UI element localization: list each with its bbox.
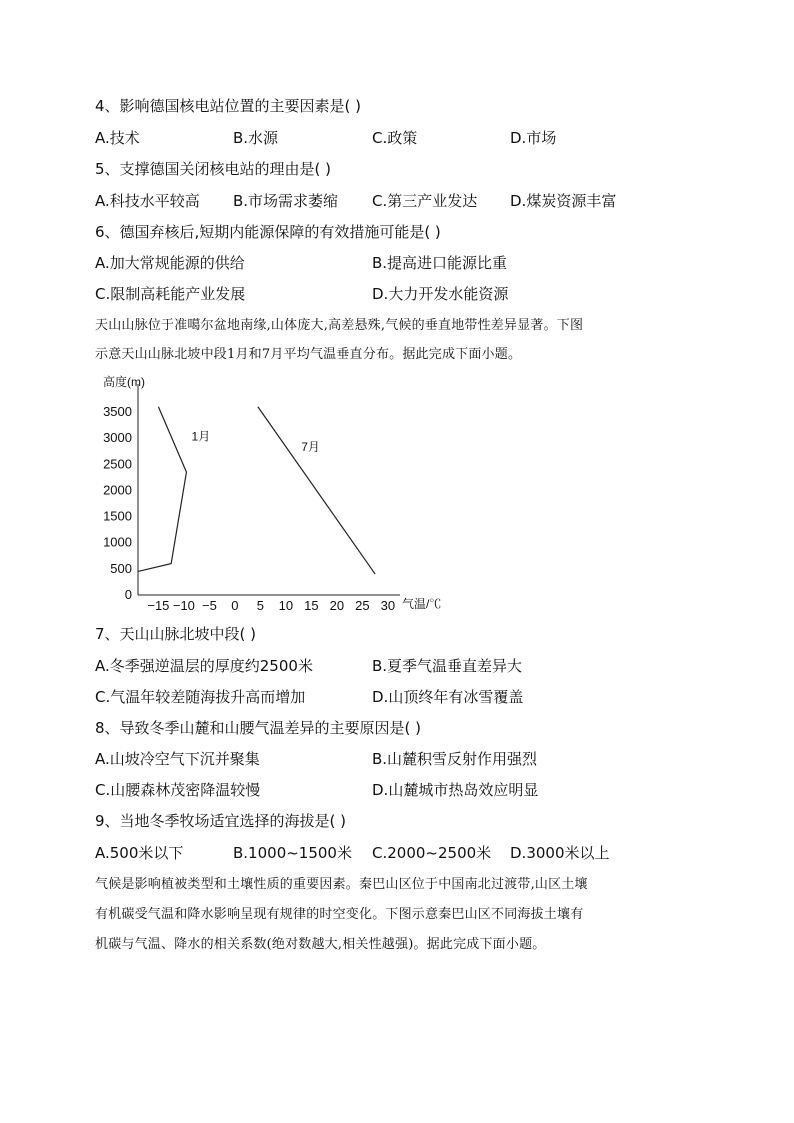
chart-ylabel: 高度(m) [103, 375, 145, 389]
q7-option-b: B.夏季气温垂直差异大 [372, 657, 523, 675]
question-7: 7、天山山脉北坡中段( ) [95, 625, 257, 643]
q8-option-d: D.山麓城市热岛效应明显 [372, 781, 539, 799]
q6-option-a: A.加大常规能源的供给 [95, 254, 245, 272]
y-tick-label: 2000 [103, 482, 132, 498]
q4-option-b: B.水源 [233, 129, 279, 147]
passage-1-line-2: 示意天山山脉北坡中段1月和7月平均气温垂直分布。据此完成下面小题。 [95, 347, 522, 362]
x-tick-label: −15 [147, 598, 170, 613]
series-line-1 [138, 407, 186, 572]
y-tick-label: 500 [110, 560, 132, 576]
q9-option-b: B.1000~1500米 [233, 844, 352, 862]
question-9: 9、当地冬季牧场适宜选择的海拔是( ) [95, 812, 347, 830]
q5-option-b: B.市场需求萎缩 [233, 192, 339, 210]
y-tick-label: 3500 [103, 403, 132, 419]
x-tick-label: 20 [329, 598, 345, 613]
question-8: 8、导致冬季山麓和山腰气温差异的主要原因是( ) [95, 719, 422, 737]
q9-option-c: C.2000~2500米 [372, 844, 492, 862]
q9-option-d: D.3000米以上 [510, 844, 610, 862]
q4-option-d: D.市场 [510, 129, 557, 147]
y-tick-label: 2500 [103, 456, 132, 472]
q9-option-a: A.500米以下 [95, 844, 184, 862]
x-tick-label: 5 [256, 598, 265, 613]
q4-option-c: C.政策 [372, 129, 418, 147]
q4-option-a: A.技术 [95, 129, 140, 147]
x-tick-label: 15 [304, 598, 319, 613]
x-tick-label: 0 [231, 598, 239, 613]
passage-2-line-1: 气候是影响植被类型和土壤性质的重要因素。秦巴山区位于中国南北过渡带,山区土壤 [95, 877, 588, 892]
q7-option-a: A.冬季强逆温层的厚度约2500米 [95, 657, 313, 675]
y-tick-label: 1500 [103, 508, 132, 524]
passage-2-line-2: 有机碳受气温和降水影响呈现有规律的时空变化。下图示意秦巴山区不同海拔土壤有 [95, 907, 584, 922]
chart-xlabel: 气温/℃ [402, 597, 442, 611]
q8-option-c: C.山腰森林茂密降温较慢 [95, 781, 261, 799]
q5-option-d: D.煤炭资源丰富 [510, 192, 617, 210]
question-6: 6、德国弃核后,短期内能源保障的有效措施可能是( ) [95, 223, 441, 241]
x-tick-label: 30 [380, 598, 396, 613]
q5-option-a: A.科技水平较高 [95, 192, 200, 210]
y-tick-label: 3000 [103, 430, 132, 446]
series-line-2 [258, 407, 375, 574]
x-tick-label: 25 [355, 598, 370, 613]
temperature-altitude-chart [95, 372, 465, 614]
q6-option-b: B.提高进口能源比重 [372, 254, 508, 272]
question-4: 4、影响德国核电站位置的主要因素是( ) [95, 97, 362, 115]
q7-option-c: C.气温年较差随海拔升高而增加 [95, 688, 306, 706]
series-label-2: 7月 [301, 440, 320, 455]
question-5: 5、支撑德国关闭核电站的理由是( ) [95, 160, 332, 178]
q8-option-b: B.山麓积雪反射作用强烈 [372, 750, 538, 768]
q8-option-a: A.山坡冷空气下沉并聚集 [95, 750, 260, 768]
q5-option-c: C.第三产业发达 [372, 192, 478, 210]
y-tick-label: 0 [124, 587, 132, 602]
passage-2-line-3: 机碳与气温、降水的相关系数(绝对数越大,相关性越强)。据此完成下面小题。 [95, 937, 546, 952]
passage-1-line-1: 天山山脉位于准噶尔盆地南缘,山体庞大,高差悬殊,气候的垂直地带性差异显著。下图 [95, 318, 584, 333]
y-tick-label: 1000 [103, 534, 132, 550]
x-tick-label: 10 [278, 598, 294, 613]
series-label-1: 1月 [191, 429, 211, 444]
x-tick-label: −10 [172, 598, 195, 613]
q6-option-c: C.限制高耗能产业发展 [95, 285, 246, 303]
q7-option-d: D.山顶终年有冰雪覆盖 [372, 688, 524, 706]
q6-option-d: D.大力开发水能资源 [372, 285, 509, 303]
x-tick-label: −5 [201, 598, 217, 613]
